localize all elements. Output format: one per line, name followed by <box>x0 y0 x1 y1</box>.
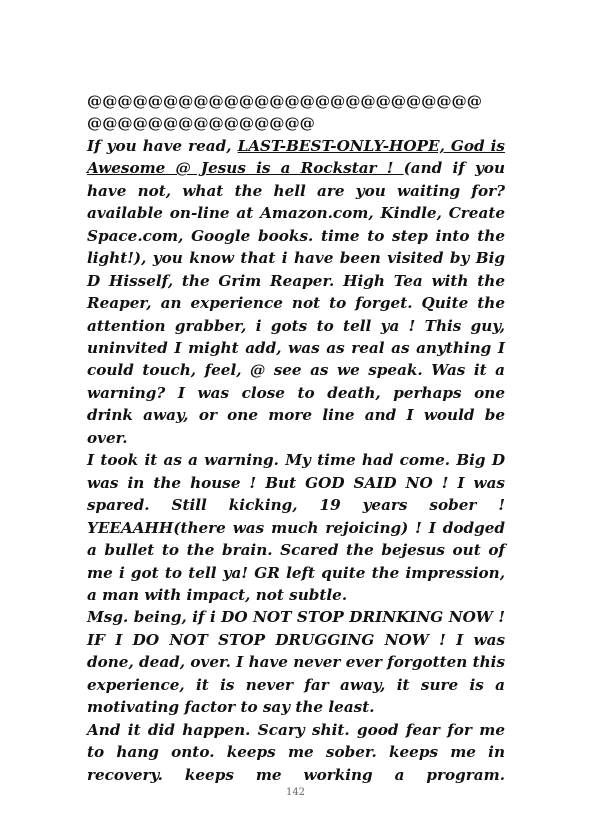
page-number: 142 <box>285 787 306 798</box>
separator-line: @@@@@@@@@@@@@@@ <box>87 114 315 133</box>
paragraph-3: Msg. being, if i DO NOT STOP DRINKING NOW ! IF I DO NOT STOP DRUGGING NOW ! I was done, dead, over. I have never ever forgotten this experience, it is never far away, it sure is a motivating factor to say the least. <box>87 608 505 717</box>
paragraph-1-body: (and if you have not, what the hell are you waiting for? available on-line at Amazon.com, Kindle, Create Space.com, Google books. time to step into the light!), you know that i have been visited by Big D Hisself, the Grim Reaper. High Tea with the Reaper, an experience not to forget. Quite the attention grabber, i gots to tell ya ! This guy, uninvited I might add, was as real as anything I could touch, feel, @ see as we speak. Was it a warning? I was close to death, perhaps one drink away, or one more line and I would be over. <box>87 159 505 447</box>
book-title: LAST-BEST-ONLY-HOPE, God is Awesome @ Jesus is a Rockstar ! <box>87 136 505 178</box>
paragraph-4: And it did happen. Scary shit. good fear for me to hang onto. keeps me sober. keeps me in recovery. keeps me working a program. <box>87 720 505 784</box>
paragraph-1 <box>87 135 505 449</box>
separator-line: @@@@@@@@@@@@@@@@@@@@@@@@@@ <box>87 92 482 110</box>
paragraph-2: I took it as a warning. My time had come. Big D was in the house ! But GOD SAID NO ! I was spared. Still kicking, 19 years sober ! YEEAAHH(there was much rejoicing) ! I dodged a bullet to the brain. Scared the bejesus out of me i got to tell ya! GR left quite the impression, a man with impact, not subtle. <box>87 451 505 604</box>
body-text <box>87 90 505 786</box>
paragraph-1-lead: If you have read, <box>87 136 238 155</box>
